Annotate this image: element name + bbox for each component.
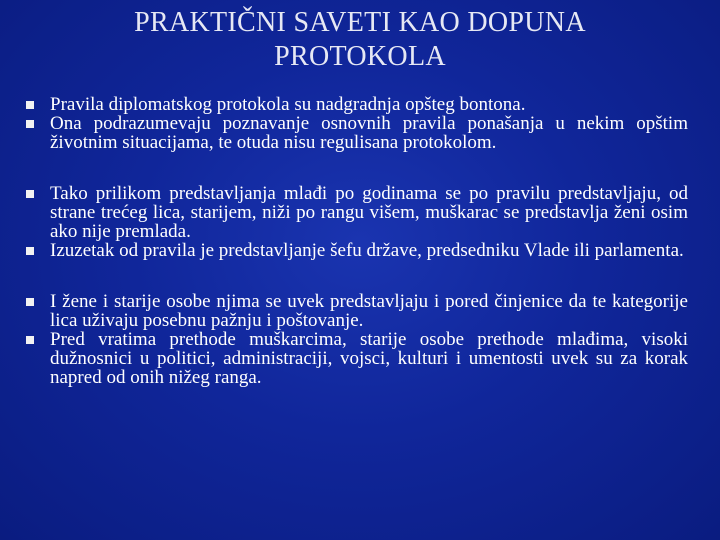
square-bullet-icon bbox=[26, 120, 34, 128]
bullet-item bbox=[24, 184, 688, 241]
bullet-text: Izuzetak od pravila je predstavljanje šefu države, predsedniku Vlade ili parlamenta. bbox=[50, 240, 684, 261]
slide-title-line-1: PRAKTIČNI SAVETI KAO DOPUNA bbox=[134, 7, 586, 38]
slide-title-line-2: PROTOKOLA bbox=[274, 41, 446, 72]
bullet-item bbox=[24, 95, 688, 114]
bullet-item bbox=[24, 241, 688, 260]
square-bullet-icon bbox=[26, 336, 34, 344]
spacer bbox=[24, 152, 688, 184]
square-bullet-icon bbox=[26, 298, 34, 306]
bullet-text: Pred vratima prethode muškarcima, starije osobe prethode mlađima, visoki dužnosnici u politici, administraciji, vojsci, kulturi i umentosti uvek su za korak napred od onih nižeg ranga. bbox=[50, 329, 688, 388]
bullet-text: Tako prilikom predstavljanja mlađi po godinama se po pravilu predstavljaju, od strane trećeg lica, starijem, niži po rangu višem, muškarac se predstavlja ženi osim ako nije premlada. bbox=[50, 183, 688, 242]
bullet-list bbox=[24, 95, 688, 387]
bullet-text: I žene i starije osobe njima se uvek predstavljaju i pored činjenice da te kategorije lica uživaju posebnu pažnju i poštovanje. bbox=[50, 291, 688, 331]
bullet-item bbox=[24, 292, 688, 330]
square-bullet-icon bbox=[26, 190, 34, 198]
bullet-text: Pravila diplomatskog protokola su nadgradnja opšteg bontona. bbox=[50, 94, 526, 115]
slide-title bbox=[60, 6, 660, 74]
bullet-item bbox=[24, 330, 688, 387]
square-bullet-icon bbox=[26, 247, 34, 255]
square-bullet-icon bbox=[26, 101, 34, 109]
spacer bbox=[24, 260, 688, 292]
bullet-text: Ona podrazumevaju poznavanje osnovnih pravila ponašanja u nekim opštim životnim situacijama, te otuda nisu regulisana protokolom. bbox=[50, 113, 688, 153]
bullet-item bbox=[24, 114, 688, 152]
